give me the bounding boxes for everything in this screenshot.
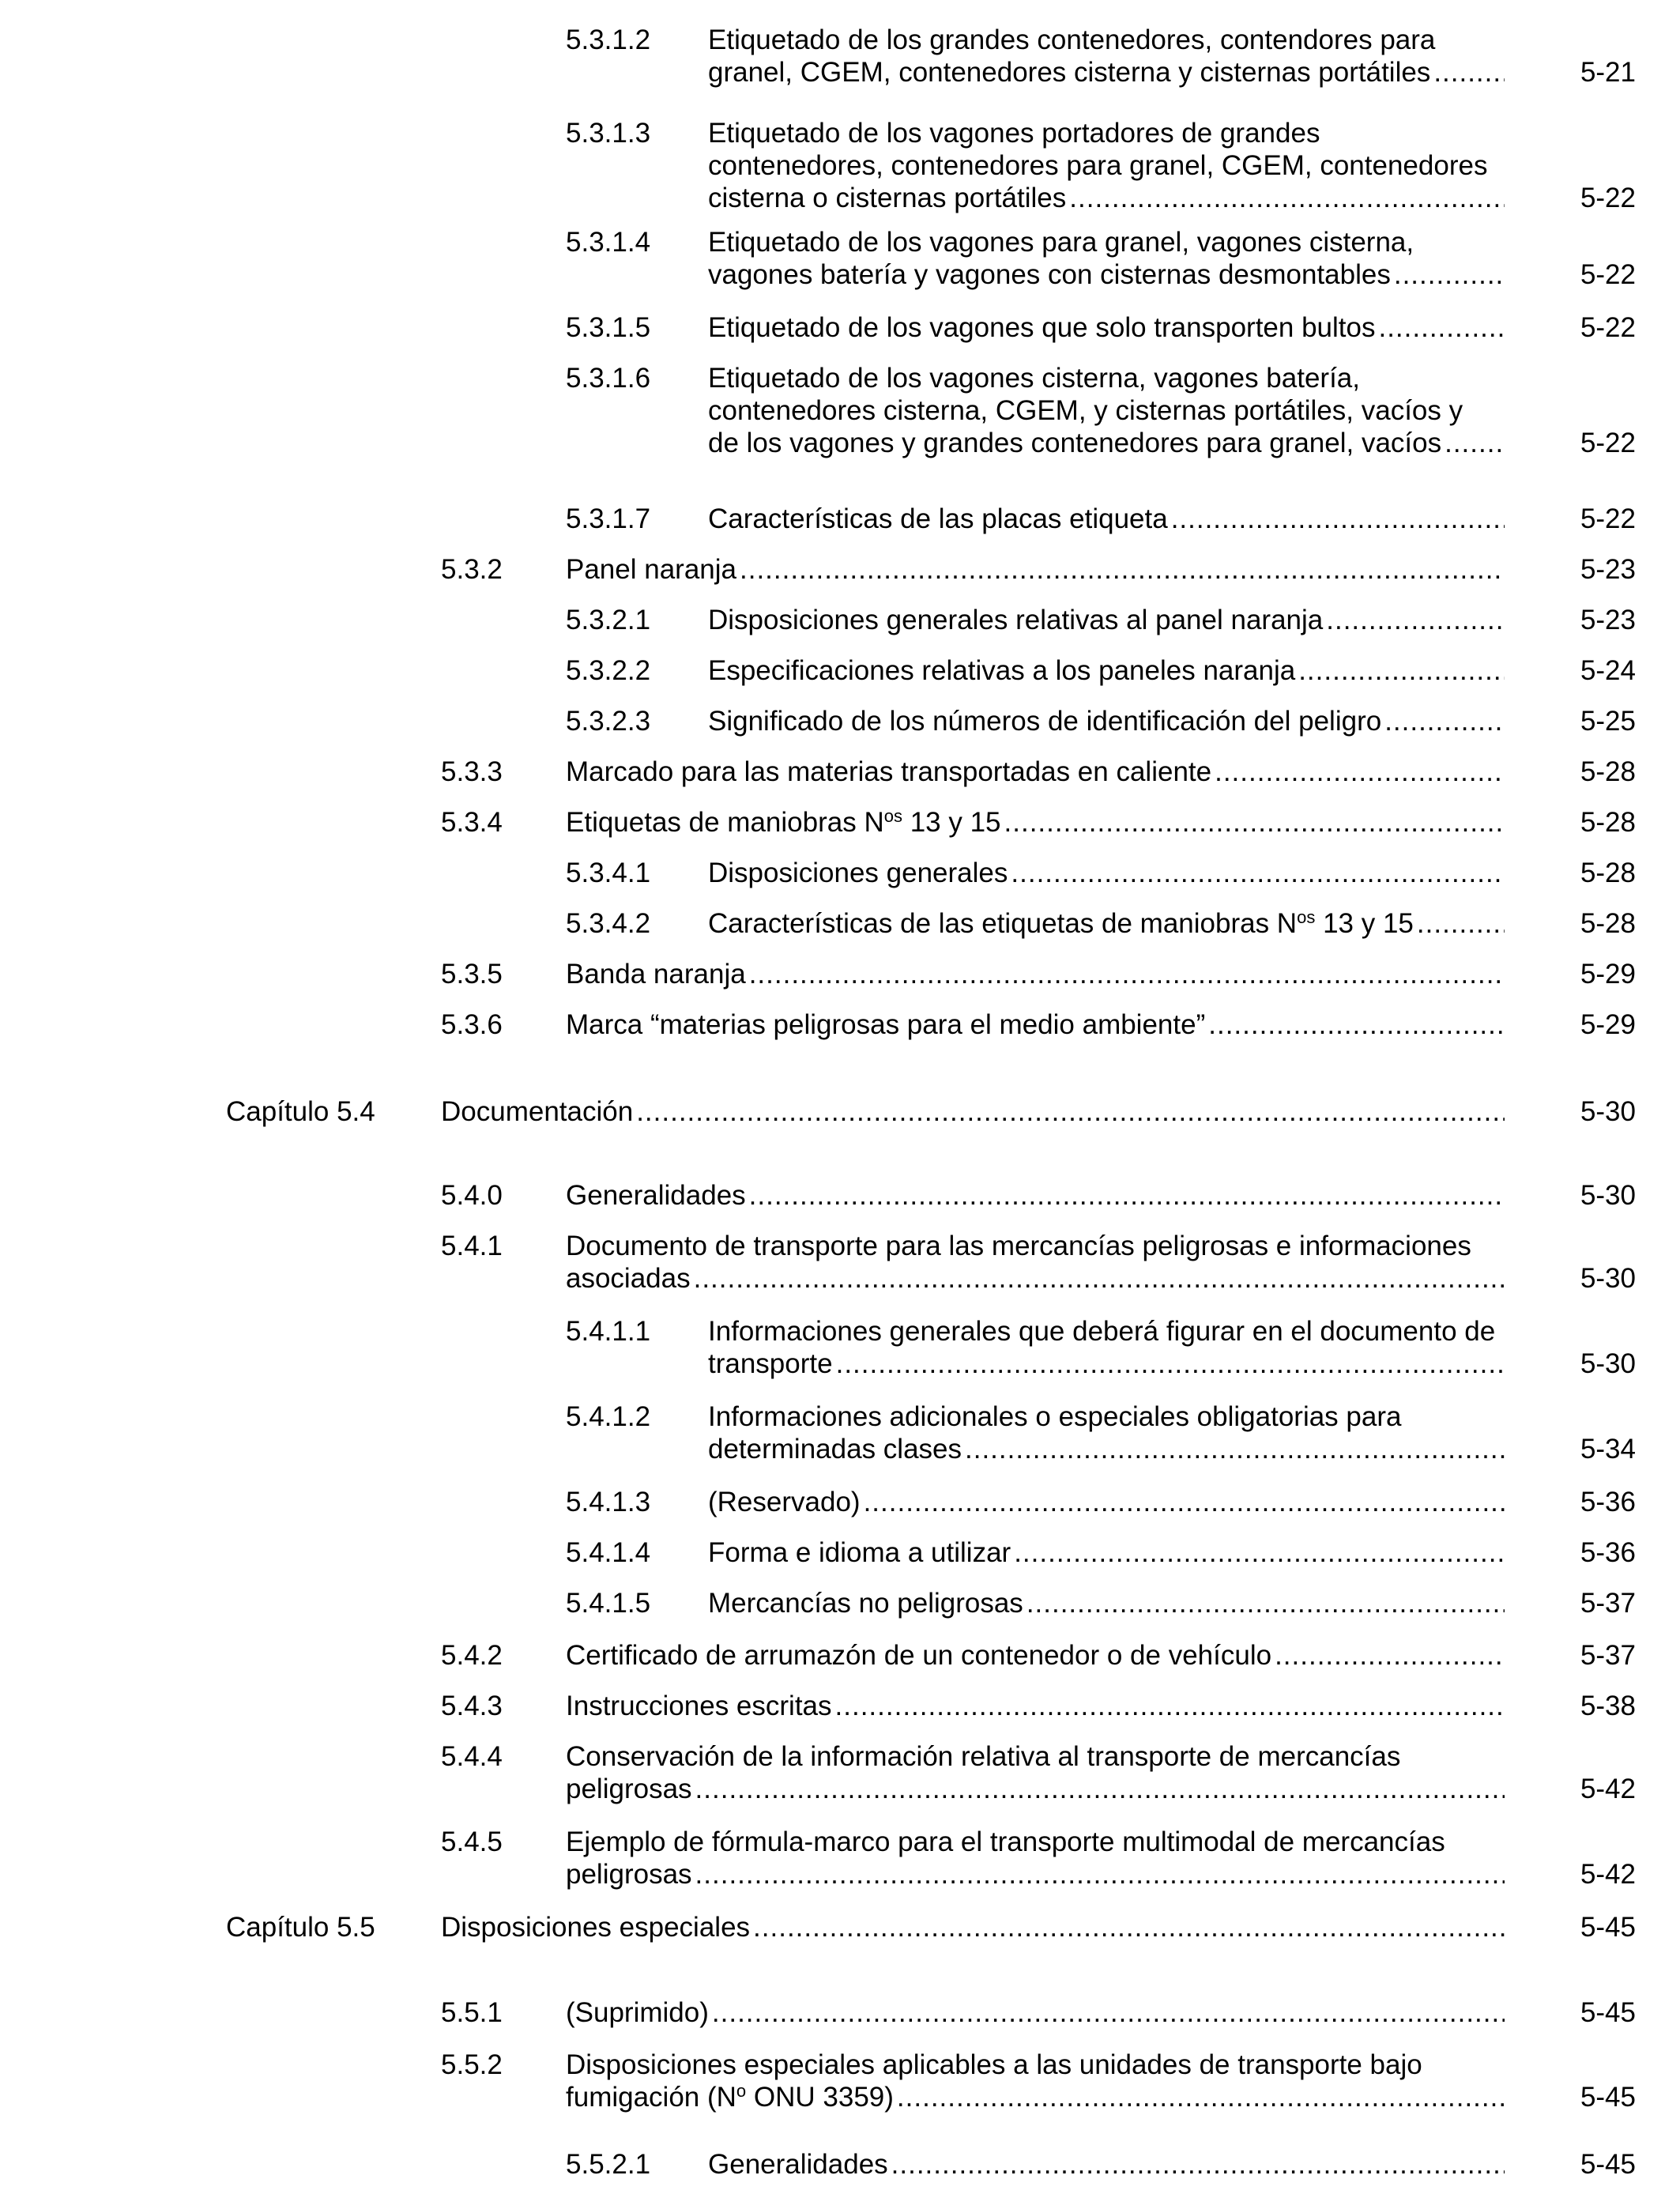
page-number: 5-45 <box>1580 1912 1636 1943</box>
title-text: Documentación <box>441 1096 634 1127</box>
title-last-line <box>708 1348 1505 1380</box>
section-number: 5.5.1 <box>441 1997 503 2028</box>
page-number: 5-28 <box>1580 756 1636 787</box>
section-title <box>566 1639 1505 1672</box>
dot-leader <box>694 1262 1505 1295</box>
dot-leader <box>636 1095 1505 1128</box>
chapter-label: Capítulo 5.4 <box>226 1096 375 1127</box>
title-last-line <box>566 958 1505 990</box>
page-number: 5-34 <box>1580 1434 1636 1465</box>
section-number: 5.4.2 <box>441 1640 503 1671</box>
page-number: 5-28 <box>1580 807 1636 838</box>
dot-leader <box>1384 705 1505 737</box>
section-number: 5.4.5 <box>441 1826 503 1857</box>
title-text: Disposiciones especiales <box>441 1912 751 1943</box>
title-text: Especificaciones relativas a los paneles naranja <box>708 655 1296 686</box>
section-title <box>708 362 1505 459</box>
dot-leader <box>695 1773 1505 1805</box>
title-text: transporte <box>708 1348 833 1379</box>
dot-leader <box>1326 604 1505 636</box>
title-text: asociadas <box>566 1263 691 1294</box>
page-number: 5-30 <box>1580 1096 1636 1127</box>
dot-leader <box>836 1348 1505 1380</box>
title-last-line <box>566 1773 1505 1805</box>
title-text: Instrucciones escritas <box>566 1691 832 1721</box>
page-number: 5-37 <box>1580 1640 1636 1671</box>
title-text: Etiquetado de los vagones que solo transporten bultos <box>708 312 1376 343</box>
section-number: 5.3.1.3 <box>566 118 651 149</box>
page-number: 5-30 <box>1580 1263 1636 1294</box>
section-title <box>708 1315 1505 1380</box>
title-line: Etiquetado de los grandes contenedores, contendores para <box>708 25 1436 55</box>
dot-leader <box>897 2081 1505 2113</box>
page-number: 5-36 <box>1580 1537 1636 1568</box>
page-number: 5-28 <box>1580 858 1636 888</box>
section-title <box>566 1690 1505 1722</box>
section-title <box>708 1587 1505 1619</box>
page-number: 5-29 <box>1580 1009 1636 1040</box>
section-number: 5.3.5 <box>441 959 503 990</box>
section-title <box>566 1179 1505 1212</box>
title-line: Informaciones adicionales o especiales obligatorias para <box>708 1401 1402 1432</box>
dot-leader <box>1298 654 1505 687</box>
title-last-line <box>708 1536 1505 1569</box>
title-last-line <box>566 756 1505 788</box>
section-title <box>566 2049 1505 2113</box>
title-text: determinadas clases <box>708 1434 962 1465</box>
page-number: 5-28 <box>1580 908 1636 939</box>
title-last-line <box>708 258 1505 291</box>
title-text: Disposiciones generales relativas al panel naranja <box>708 605 1324 635</box>
title-line: Documento de transporte para las mercancías peligrosas e informaciones <box>566 1231 1471 1261</box>
section-title <box>566 1826 1505 1891</box>
dot-leader <box>1275 1639 1505 1672</box>
title-line: Etiquetado de los vagones para granel, vagones cisterna, <box>708 227 1414 258</box>
section-number: 5.3.3 <box>441 756 503 787</box>
page-number: 5-22 <box>1580 428 1636 458</box>
title-last-line <box>566 1262 1505 1295</box>
dot-leader <box>1011 857 1505 889</box>
section-number: 5.3.1.7 <box>566 503 651 534</box>
section-title <box>708 857 1505 889</box>
dot-leader <box>1004 806 1505 839</box>
section-title <box>708 117 1505 214</box>
section-number: 5.3.4.2 <box>566 908 651 939</box>
title-line: contenedores cisterna, CGEM, y cisternas portátiles, vacíos y <box>708 395 1463 426</box>
title-last-line <box>708 182 1505 214</box>
section-title <box>708 24 1505 89</box>
section-title <box>566 806 1505 839</box>
title-text: peligrosas <box>566 1774 692 1804</box>
dot-leader <box>712 1996 1505 2029</box>
title-text: Características de las etiquetas de maniobras $N^{os}$ 13 y 15 <box>708 907 1414 939</box>
section-number: 5.4.1.5 <box>566 1588 651 1619</box>
title-last-line <box>566 1996 1505 2029</box>
title-text: cisterna o cisternas portátiles <box>708 183 1067 213</box>
section-number: 5.5.2 <box>441 2049 503 2080</box>
section-number: 5.4.1.1 <box>566 1316 651 1347</box>
section-number: 5.3.1.2 <box>566 25 651 55</box>
page-number: 5-23 <box>1580 554 1636 585</box>
section-number: 5.4.1.4 <box>566 1537 651 1568</box>
page-number: 5-30 <box>1580 1180 1636 1211</box>
title-text: Certificado de arrumazón de un contenedor o de vehículo <box>566 1640 1272 1671</box>
title-line: contenedores, contenedores para granel, CGEM, contenedores <box>708 150 1488 181</box>
section-title <box>441 1095 1505 1128</box>
dot-leader <box>1417 907 1505 940</box>
title-line: Ejemplo de fórmula-marco para el transporte multimodal de mercancías <box>566 1826 1445 1857</box>
dot-leader <box>1026 1587 1505 1619</box>
dot-leader <box>1171 503 1505 535</box>
section-number: 5.4.1 <box>441 1231 503 1261</box>
section-number: 5.3.2.3 <box>566 706 651 737</box>
title-text: Generalidades <box>566 1180 746 1211</box>
title-line: Etiquetado de los vagones portadores de grandes <box>708 118 1320 149</box>
title-text: (Reservado) <box>708 1487 861 1517</box>
page-number: 5-23 <box>1580 605 1636 635</box>
title-text: granel, CGEM, contenedores cisterna y cisternas portátiles <box>708 57 1431 88</box>
page-number: 5-22 <box>1580 312 1636 343</box>
section-title <box>708 907 1505 940</box>
dot-leader <box>1069 182 1505 214</box>
page-number: 5-22 <box>1580 183 1636 213</box>
dot-leader <box>1445 427 1505 459</box>
section-number: 5.3.6 <box>441 1009 503 1040</box>
section-number: 5.3.2.1 <box>566 605 651 635</box>
page-number: 5-42 <box>1580 1859 1636 1890</box>
title-text: Panel naranja <box>566 554 736 585</box>
title-last-line <box>708 907 1505 940</box>
title-last-line <box>708 2148 1505 2181</box>
title-last-line <box>566 1008 1505 1041</box>
title-last-line <box>708 56 1505 89</box>
page-number: 5-45 <box>1580 2082 1636 2113</box>
superscript: os <box>883 806 902 826</box>
title-last-line <box>708 604 1505 636</box>
section-title <box>566 958 1505 990</box>
section-number: 5.4.1.3 <box>566 1487 651 1517</box>
section-number: 5.4.3 <box>441 1691 503 1721</box>
section-number: 5.4.4 <box>441 1741 503 1772</box>
section-title <box>566 1740 1505 1805</box>
section-number: 5.3.2.2 <box>566 655 651 686</box>
dot-leader <box>1215 756 1505 788</box>
page-number: 5-21 <box>1580 57 1636 88</box>
section-title <box>708 311 1505 344</box>
dot-leader <box>1378 311 1505 344</box>
title-line: Informaciones generales que deberá figurar en el documento de <box>708 1316 1496 1347</box>
title-text: Forma e idioma a utilizar <box>708 1537 1011 1568</box>
title-text: Características de las placas etiqueta <box>708 503 1168 534</box>
title-last-line <box>566 1179 1505 1212</box>
title-last-line <box>566 2081 1505 2113</box>
title-text: Banda naranja <box>566 959 746 990</box>
superscript: o <box>736 2081 747 2101</box>
section-number: 5.3.1.4 <box>566 227 651 258</box>
title-text: Mercancías no peligrosas <box>708 1588 1023 1619</box>
section-title <box>708 1536 1505 1569</box>
dot-leader <box>864 1486 1505 1518</box>
dot-leader <box>753 1911 1505 1943</box>
page-number: 5-22 <box>1580 503 1636 534</box>
title-last-line <box>708 705 1505 737</box>
title-text: fumigación ($N^o$ ONU 3359) <box>566 2081 894 2113</box>
title-last-line <box>566 1858 1505 1891</box>
page-number: 5-36 <box>1580 1487 1636 1517</box>
title-text: Generalidades <box>708 2149 888 2180</box>
section-number: 5.4.0 <box>441 1180 503 1211</box>
title-text: Significado de los números de identificación del peligro <box>708 706 1382 737</box>
title-text: Marcado para las materias transportadas en caliente <box>566 756 1212 787</box>
title-text: de los vagones y grandes contenedores para granel, vacíos <box>708 428 1442 458</box>
section-number: 5.3.4.1 <box>566 858 651 888</box>
title-last-line <box>708 311 1505 344</box>
title-text: peligrosas <box>566 1859 692 1890</box>
page-number: 5-37 <box>1580 1588 1636 1619</box>
title-last-line <box>441 1095 1505 1128</box>
title-last-line <box>566 1690 1505 1722</box>
section-number: 5.3.2 <box>441 554 503 585</box>
section-title <box>708 2148 1505 2181</box>
section-number: 5.5.2.1 <box>566 2149 651 2180</box>
dot-leader <box>749 958 1505 990</box>
title-last-line <box>708 857 1505 889</box>
title-last-line <box>566 553 1505 586</box>
page-number: 5-29 <box>1580 959 1636 990</box>
dot-leader <box>891 2148 1505 2181</box>
page-number: 5-30 <box>1580 1348 1636 1379</box>
dot-leader <box>740 553 1505 586</box>
dot-leader <box>1433 56 1505 89</box>
title-last-line <box>708 654 1505 687</box>
title-line: Disposiciones especiales aplicables a las unidades de transporte bajo <box>566 2049 1422 2080</box>
dot-leader <box>965 1433 1505 1465</box>
page-number: 5-24 <box>1580 655 1636 686</box>
section-title <box>708 503 1505 535</box>
section-number: 5.3.4 <box>441 807 503 838</box>
title-text: vagones batería y vagones con cisternas desmontables <box>708 259 1391 290</box>
section-title <box>441 1911 1505 1943</box>
superscript: os <box>1297 907 1316 927</box>
dot-leader <box>1208 1008 1505 1041</box>
section-title <box>708 604 1505 636</box>
section-title <box>708 226 1505 291</box>
title-last-line <box>566 1639 1505 1672</box>
dot-leader <box>1394 258 1505 291</box>
title-text: (Suprimido) <box>566 1997 709 2028</box>
title-text: Etiquetas de maniobras $N^{os}$ 13 y 15 <box>566 806 1001 838</box>
section-title <box>566 756 1505 788</box>
page-number: 5-42 <box>1580 1774 1636 1804</box>
dot-leader <box>749 1179 1505 1212</box>
title-last-line <box>566 806 1505 839</box>
page-number: 5-38 <box>1580 1691 1636 1721</box>
title-line: Conservación de la información relativa al transporte de mercancías <box>566 1741 1401 1772</box>
title-last-line <box>708 1486 1505 1518</box>
title-text: Disposiciones generales <box>708 858 1008 888</box>
section-title <box>566 1996 1505 2029</box>
section-title <box>708 705 1505 737</box>
title-last-line <box>708 1433 1505 1465</box>
chapter-label: Capítulo 5.5 <box>226 1912 375 1943</box>
page-number: 5-45 <box>1580 2149 1636 2180</box>
title-last-line <box>441 1911 1505 1943</box>
section-number: 5.3.1.5 <box>566 312 651 343</box>
section-title <box>708 654 1505 687</box>
section-title <box>566 1008 1505 1041</box>
title-last-line <box>708 427 1505 459</box>
dot-leader <box>835 1690 1505 1722</box>
dot-leader <box>1014 1536 1505 1569</box>
section-title <box>566 553 1505 586</box>
section-title <box>708 1400 1505 1465</box>
dot-leader <box>695 1858 1505 1891</box>
title-last-line <box>708 1587 1505 1619</box>
title-last-line <box>708 503 1505 535</box>
section-number: 5.3.1.6 <box>566 363 651 394</box>
title-text: Marca “materias peligrosas para el medio ambiente” <box>566 1009 1206 1040</box>
page-number: 5-25 <box>1580 706 1636 737</box>
title-line: Etiquetado de los vagones cisterna, vagones batería, <box>708 363 1360 394</box>
section-title <box>708 1486 1505 1518</box>
page-number: 5-22 <box>1580 259 1636 290</box>
section-title <box>566 1230 1505 1295</box>
page-number: 5-45 <box>1580 1997 1636 2028</box>
section-number: 5.4.1.2 <box>566 1401 651 1432</box>
